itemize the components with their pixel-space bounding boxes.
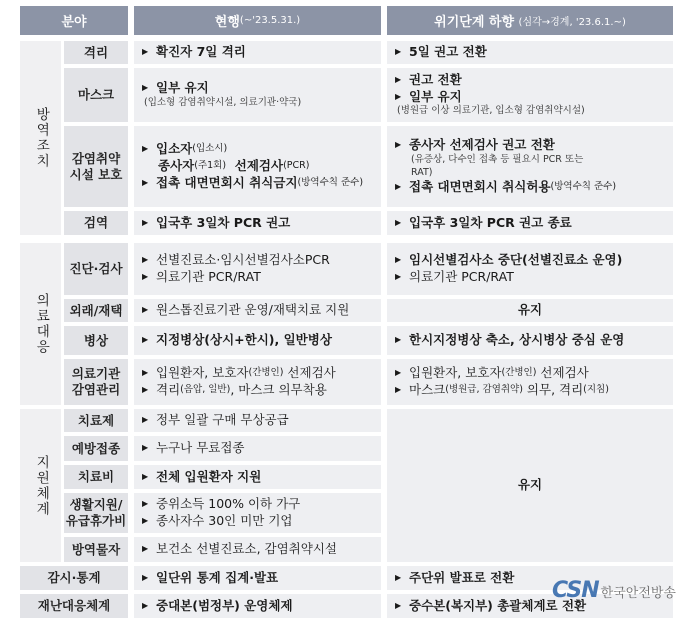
triangle-bullet-icon: ▶: [395, 385, 402, 395]
vulnerable-new: ▶ 종사자 선제검사 권고 전환 (유증상, 다수인 접촉 등 필요시 PCR 또는 RAT) ▶ 접촉 대면면회시 취식허용 (방역수칙 준수): [387, 126, 673, 207]
row-label-diagnosis: 진단·검사: [64, 243, 128, 295]
triangle-bullet-icon: ▶: [395, 217, 402, 227]
triangle-bullet-icon: ▶: [395, 572, 402, 582]
triangle-bullet-icon: ▶: [395, 368, 402, 378]
triangle-bullet-icon: ▶: [142, 368, 149, 378]
triangle-bullet-icon: ▶: [142, 217, 149, 227]
support-new: 유지: [387, 409, 673, 562]
row-label-isolation: 격리: [64, 41, 128, 64]
triangle-bullet-icon: ▶: [142, 499, 149, 509]
triangle-bullet-icon: ▶: [142, 83, 149, 93]
triangle-bullet-icon: ▶: [142, 443, 149, 453]
vaccine-current: ▶ 누구나 무료접종: [134, 436, 381, 461]
header-field: 분야: [20, 6, 128, 35]
triangle-bullet-icon: ▶: [395, 74, 402, 84]
disaster-new: ▶ 중수본(복지부) 총괄체계로 전환: [387, 594, 673, 618]
row-label-mask: 마스크: [64, 68, 128, 122]
triangle-bullet-icon: ▶: [142, 335, 149, 345]
category-medical: 의료대응: [20, 243, 64, 405]
triangle-bullet-icon: ▶: [142, 177, 149, 187]
row-label-living-support: 생활지원/ 유급휴가비: [64, 493, 128, 533]
csn-logo-icon: CSN: [552, 578, 599, 603]
triangle-bullet-icon: ▶: [142, 272, 149, 282]
triangle-bullet-icon: ▶: [142, 305, 149, 315]
triangle-bullet-icon: ▶: [395, 139, 402, 149]
triangle-bullet-icon: ▶: [395, 255, 402, 265]
row-label-outpatient: 외래/재택: [64, 299, 128, 322]
isolation-current: ▶ 확진자 7일 격리: [134, 41, 381, 64]
triangle-bullet-icon: ▶: [142, 255, 149, 265]
row-label-treatment: 치료제: [64, 409, 128, 432]
treatment-current: ▶ 정부 일괄 구매 무상공급: [134, 409, 381, 432]
living-current: ▶ 중위소득 100% 이하 가구 ▶ 종사자수 30인 미만 기업: [134, 493, 381, 533]
diagnosis-new: ▶ 임시선별검사소 중단(선별진료소 운영) ▶ 의료기관 PCR/RAT: [387, 243, 673, 295]
row-label-disaster: 재난대응체계: [20, 594, 128, 618]
outpatient-current: ▶ 원스톱진료기관 운영/재택치료 지원: [134, 299, 381, 322]
triangle-bullet-icon: ▶: [142, 600, 149, 610]
category-support: 지원체계: [20, 409, 64, 562]
entry-current: ▶ 입국후 3일차 PCR 권고: [134, 211, 381, 235]
watermark-logo: CSN 한국안전방송: [552, 578, 676, 603]
infection-new: ▶ 입원환자, 보호자 (간병인) 선제검사 ▶ 마스크 (병원급, 감염취약) 의무, 격리 (지침): [387, 359, 673, 405]
triangle-bullet-icon: ▶: [142, 572, 149, 582]
disaster-current: ▶ 중대본(범정부) 운영체제: [134, 594, 381, 618]
infection-current: ▶ 입원환자, 보호자 (간병인) 선제검사 ▶ 격리 (음압, 일반) , 마스크 의무착용: [134, 359, 381, 405]
triangle-bullet-icon: ▶: [142, 516, 149, 526]
entry-new: ▶ 입국후 3일차 PCR 권고 종료: [387, 211, 673, 235]
diagnosis-current: ▶ 선별진료소·임시선별검사소PCR ▶ 의료기관 PCR/RAT: [134, 243, 381, 295]
header-current: 현행 (~'23.5.31.): [134, 6, 381, 35]
triangle-bullet-icon: ▶: [395, 600, 402, 610]
surveillance-new: ▶ 주단위 발표로 전환: [387, 566, 673, 590]
surveillance-current: ▶ 일단위 통계 집계·발표: [134, 566, 381, 590]
row-label-cost: 치료비: [64, 465, 128, 489]
header-new: 위기단계 하향 (심각→경계, '23.6.1.~): [387, 6, 673, 35]
row-label-infection-control: 의료기관 감염관리: [64, 359, 128, 405]
triangle-bullet-icon: ▶: [395, 335, 402, 345]
isolation-new: ▶ 5일 권고 전환: [387, 41, 673, 64]
vulnerable-current: ▶ 입소자 (입소시) 종사자 (주1회) 선제검사 (PCR) ▶ 접촉 대면면회시 취식금지 (방역수칙 준수): [134, 126, 381, 207]
cost-current: ▶ 전체 입원환자 지원: [134, 465, 381, 489]
row-label-beds: 병상: [64, 326, 128, 355]
beds-current: ▶ 지정병상(상시+한시), 일반병상: [134, 326, 381, 355]
triangle-bullet-icon: ▶: [142, 471, 149, 481]
mask-new: ▶ 권고 전환 ▶ 일부 유지 (병원급 이상 의료기관, 입소형 감염취약시설): [387, 68, 673, 122]
triangle-bullet-icon: ▶: [395, 91, 402, 101]
mask-current: ▶ 일부 유지 (입소형 감염취약시설, 의료기관·약국): [134, 68, 381, 122]
triangle-bullet-icon: ▶: [142, 47, 149, 57]
category-quarantine: 방역조치: [20, 41, 64, 235]
outpatient-new: 유지: [387, 299, 673, 322]
triangle-bullet-icon: ▶: [142, 385, 149, 395]
row-label-supplies: 방역물자: [64, 537, 128, 562]
triangle-bullet-icon: ▶: [142, 544, 149, 554]
supplies-current: ▶ 보건소 선별진료소, 감염취약시설: [134, 537, 381, 562]
triangle-bullet-icon: ▶: [395, 182, 402, 192]
row-label-vulnerable-facility: 감염취약 시설 보호: [64, 126, 128, 207]
beds-new: ▶ 한시지정병상 축소, 상시병상 중심 운영: [387, 326, 673, 355]
row-label-vaccine: 예방접종: [64, 436, 128, 461]
triangle-bullet-icon: ▶: [395, 47, 402, 57]
triangle-bullet-icon: ▶: [142, 415, 149, 425]
triangle-bullet-icon: ▶: [142, 144, 149, 154]
row-label-entry: 검역: [64, 211, 128, 235]
policy-comparison-table: [20, 6, 673, 614]
triangle-bullet-icon: ▶: [395, 272, 402, 282]
row-label-surveillance: 감시·통계: [20, 566, 128, 590]
